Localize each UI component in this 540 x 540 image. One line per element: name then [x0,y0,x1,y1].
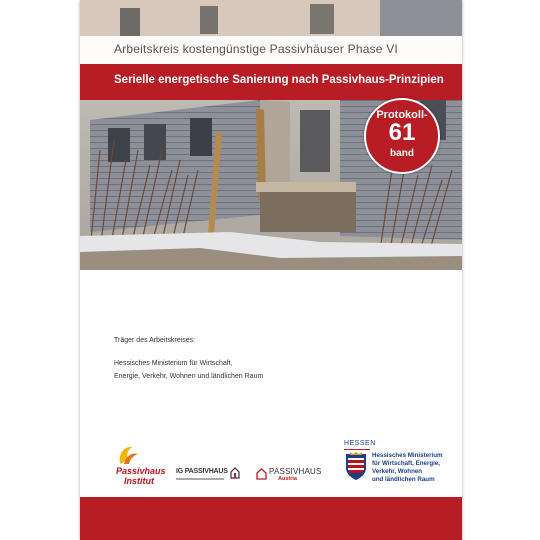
hessen-divider [344,449,370,450]
passivhaus-austria-logo [256,466,322,486]
ig-passivhaus-logo [176,468,242,486]
passivhaus-austria-name: PASSIVHAUS [269,467,322,476]
ig-house-icon [230,467,240,479]
subtitle: Serielle energetische Sanierung nach Passivhaus-Prinzipien [114,74,444,86]
sponsor-label: Träger des Arbeitskreises: [114,337,196,344]
subtitle-band [80,64,462,100]
bottom-red-bar [80,497,462,540]
hessen-line-1: Hessisches Ministerium [372,452,443,459]
sponsor-line-2: Energie, Verkehr, Wohnen und ländlichen Raum [114,373,264,380]
protocol-volume-badge [364,98,440,174]
passivhaus-institut-line-1: Passivhaus [116,466,166,476]
hessen-lion-crest-icon [344,452,368,482]
ig-passivhaus-underline [176,478,224,480]
passivhaus-swirl-icon [116,444,140,466]
badge-line-3: band [390,148,414,159]
sponsor-line-1: Hessisches Ministerium für Wirtschaft, [114,360,233,367]
series-title: Arbeitskreis kostengünstige Passivhäuser Phase VI [114,42,398,56]
austria-house-icon [256,468,267,480]
logo-row [80,420,462,500]
ig-passivhaus-name: IG PASSIVHAUS [176,468,228,475]
hessen-ministry-logo [342,440,452,500]
hessen-header: HESSEN [344,440,376,447]
hessen-line-4: und ländlichen Raum [372,476,435,483]
report-cover [80,0,462,540]
series-title-band [80,36,462,64]
hessen-ministry-text [372,452,452,484]
passivhaus-austria-sub: Austria [278,476,297,482]
passivhaus-institut-logo [110,444,170,494]
hessen-line-2: für Wirtschaft, Energie, [372,460,441,467]
hessen-line-3: Verkehr, Wohnen [372,468,423,475]
badge-line-1: Protokoll- [376,109,428,121]
badge-number: 61 [388,119,416,146]
passivhaus-institut-line-2: Institut [124,476,154,486]
